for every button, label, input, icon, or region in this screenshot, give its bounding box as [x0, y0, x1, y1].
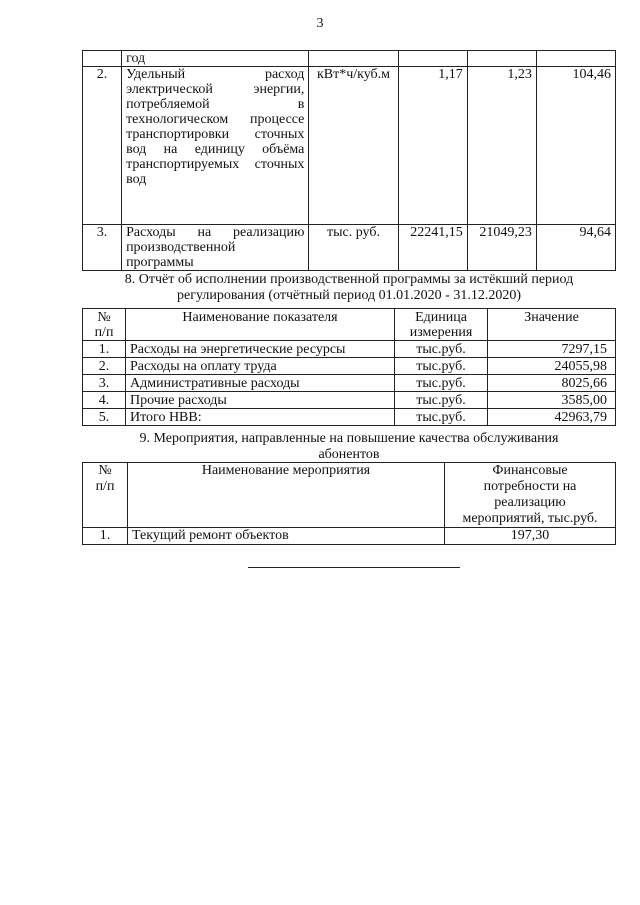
value-cell: 8025,66: [488, 375, 616, 392]
value-cell: 24055,98: [488, 358, 616, 375]
unit-cell: тыс.руб.: [395, 375, 488, 392]
header-finance: Финансовые потребности на реализацию мероприятий, тыс.руб.: [445, 463, 616, 528]
table-row: [83, 528, 616, 545]
table-header-row: [83, 463, 616, 528]
table-header-row: [83, 309, 616, 341]
value-cell: [398, 51, 467, 67]
measures-table: [82, 462, 616, 545]
section-9-heading: [82, 431, 616, 463]
table-row: [83, 225, 616, 271]
row-number-cell: 4.: [83, 392, 126, 409]
finance-cell: 197,30: [445, 528, 616, 545]
value-cell: 22241,15: [398, 225, 467, 271]
value-cell: 104,46: [536, 67, 615, 225]
measure-name-cell: Текущий ремонт объектов: [128, 528, 445, 545]
header-num: № п/п: [83, 309, 126, 341]
unit-cell: тыс.руб.: [395, 358, 488, 375]
indicator-name-cell: год: [122, 51, 309, 67]
header-name: Наименование показателя: [126, 309, 395, 341]
indicator-name-cell: Удельный расход электрической энергии, потребляемой в технологическом процессе транспортировки сточных вод на единицу объёма транспортируемых сточных вод: [122, 67, 309, 225]
page-number: 3: [316, 16, 324, 31]
unit-cell: тыс.руб.: [395, 409, 488, 426]
section-9-heading-line2: абонентов: [318, 447, 380, 462]
table-row: [83, 51, 616, 67]
indicator-name-cell: Административные расходы: [126, 375, 395, 392]
value-cell: 7297,15: [488, 341, 616, 358]
unit-cell: тыс.руб.: [395, 392, 488, 409]
value-cell: [536, 51, 615, 67]
header-num: № п/п: [83, 463, 128, 528]
header-unit: Единица измерения: [395, 309, 488, 341]
section-8-heading-line2: регулирования (отчётный период 01.01.2020 - 31.12.2020): [177, 288, 521, 303]
value-cell: 42963,79: [488, 409, 616, 426]
table-row: [83, 341, 616, 358]
row-number-cell: 2.: [83, 358, 126, 375]
end-rule: [248, 567, 460, 568]
row-number-cell: 1.: [83, 341, 126, 358]
unit-cell: кВт*ч/куб.м: [309, 67, 398, 225]
unit-cell: тыс.руб.: [395, 341, 488, 358]
section-8-heading: [82, 272, 616, 304]
value-cell: 3585,00: [488, 392, 616, 409]
value-cell: [467, 51, 536, 67]
unit-cell: тыс. руб.: [309, 225, 398, 271]
value-cell: 94,64: [536, 225, 615, 271]
program-execution-table: [82, 308, 616, 426]
row-number-cell: 3.: [83, 375, 126, 392]
section-9-heading-line1: 9. Мероприятия, направленные на повышение качества обслуживания: [139, 431, 559, 446]
table-row: [83, 358, 616, 375]
header-value: Значение: [488, 309, 616, 341]
unit-cell: [309, 51, 398, 67]
indicator-name-cell: Расходы на энергетические ресурсы: [126, 341, 395, 358]
indicator-name-cell: Прочие расходы: [126, 392, 395, 409]
indicator-name-cell: Расходы на реализацию производственной программы: [122, 225, 309, 271]
row-number-cell: 2.: [83, 67, 122, 225]
row-number-cell: 3.: [83, 225, 122, 271]
table-row: [83, 375, 616, 392]
table-row: [83, 67, 616, 225]
header-name: Наименование мероприятия: [128, 463, 445, 528]
indicator-name-cell: Итого НВВ:: [126, 409, 395, 426]
section-8-heading-line1: 8. Отчёт об исполнении производственной программы за истёкший период: [124, 272, 574, 287]
value-cell: 1,23: [467, 67, 536, 225]
table-row: [83, 392, 616, 409]
indicator-name-cell: Расходы на оплату труда: [126, 358, 395, 375]
row-number-cell: [83, 51, 122, 67]
row-number-cell: 1.: [83, 528, 128, 545]
indicators-table-continued: [82, 50, 616, 271]
row-number-cell: 5.: [83, 409, 126, 426]
table-row: [83, 409, 616, 426]
value-cell: 21049,23: [467, 225, 536, 271]
value-cell: 1,17: [398, 67, 467, 225]
